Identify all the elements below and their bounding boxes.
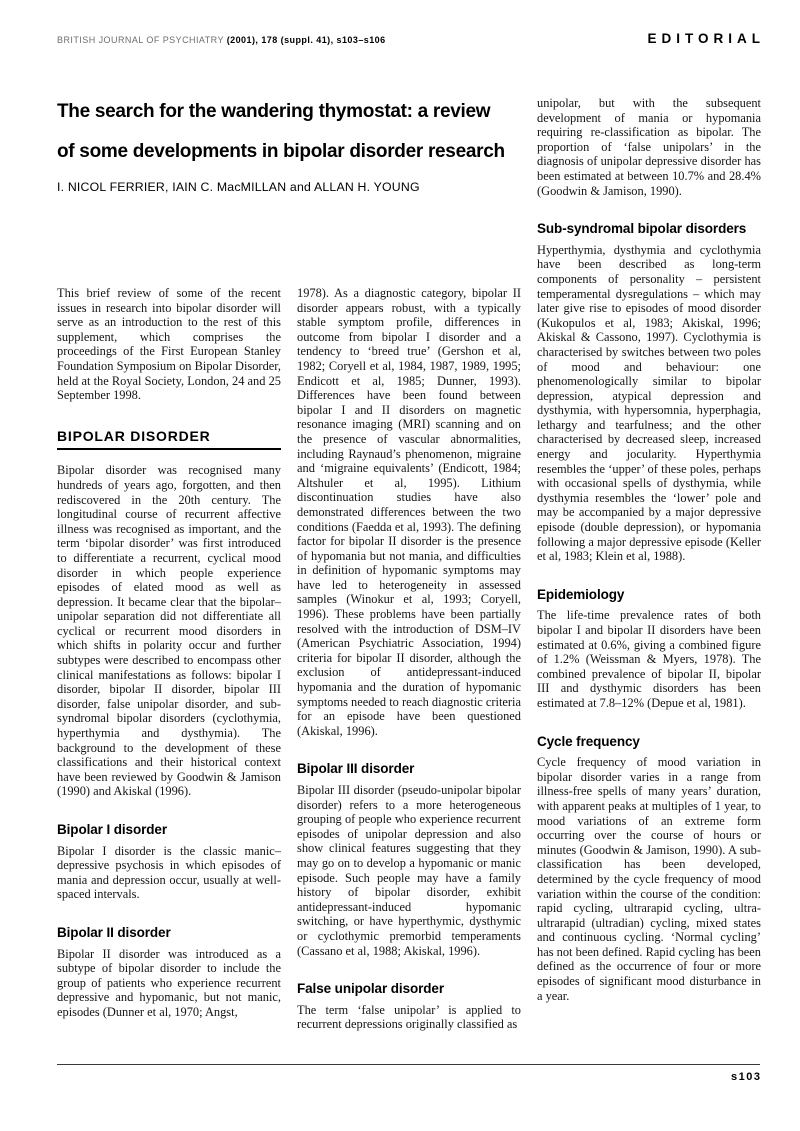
paragraph-sub-syndromal: Hyperthymia, dysthymia and cyclothymia have been described as long-term components of personality – persistent temperamental dysregulations – which may later give rise to episodes of mood disorder (Kukopulos et al, 1983; Akiskal, 1996; Akiskal & Cassono, 1997). Cyclothymia is characterised by switches between two poles of mood and behaviour: one phenomenologically similar to bipolar depression, atypical depression and dysthymia, with hypersomnia, hyperphagia, lethargy and tearfulness; and the other characterised by decreased sleep, increased energy and jocularity. Hyperthymia resembles the ‘upper’ of these poles, perhaps with occasional spells of dysthymia, while dysthymia resembles the ‘lower’ pole and may be accompanied by a major depressive episode (double depression), or hypomania following a major depressive episode (Keller et al, 1983; Klein et al, 1988). <box>537 242 761 564</box>
running-header <box>57 31 765 46</box>
section-label: EDITORIAL <box>647 31 765 46</box>
journal-name: BRITISH JOURNAL OF PSYCHIATRY <box>57 35 224 45</box>
paragraph-cycle-frequency: Cycle frequency of mood variation in bipolar disorder varies in a range from illness-free spells of many years’ duration, with apparent peaks at multiples of 1 year, to mood variations of an extreme form occurring over the course of hours or minutes (Goodwin & Jamison, 1990). A sub-classification has been developed, determined by the cycle frequency of mood variation within the course of the condition: rapid cycling, ultrarapid cycling, ultra-ultrarapid (ultradian) cycling, mixed states and continuous cycling. ‘Normal cycling’ has not been defined. Rapid cycling has been defined as the occurrence of four or more episodes of significant mood disturbance in a year. <box>537 755 761 1003</box>
paragraph-false-unipolar: The term ‘false unipolar’ is applied to recurrent depressions originally classified as <box>297 1002 521 1032</box>
article-title-line-2: of some developments in bipolar disorder research <box>57 141 505 162</box>
paragraph-bipolar-ii-continued: 1978). As a diagnostic category, bipolar II disorder appears robust, with a typically stable symptom profile, differences in outcome from bipolar I disorder and a tendency to ‘breed true’ (Gershon et al, 1982; Coryell et al, 1984, 1987, 1989, 1995; Endicott et al, 1985; Dunner, 1993). Differences have been found between bipolar I and II disorders on magnetic resonance imaging (MRI) scanning and on the presence of vascular abnormalities, including Raynaud’s phenomenon, migraine and ‘migraine equivalents’ (Endicott, 1984; Altshuler et al, 1995). Lithium discontinuation studies have also demonstrated differences between the two conditions (Faedda et al, 1993). The defining factor for bipolar II disorder is the presence of hypomania but not mania, and difficulties in definition of hypomanic symptoms may have led to heterogeneity in assessed samples (Winokur et al, 1993; Coryell, 1996). These problems have been partially resolved with the introduction of DSM–IV (American Psychiatric Association, 1994) criteria for bipolar II disorder, although the exclusion of antidepressant-induced hypomania and the duration of hypomanic symptoms needed to reach diagnostic criteria for an episode have been questioned (Akiskal, 1996). <box>297 286 521 738</box>
article-title-line-1: The search for the wandering thymostat: a review <box>57 101 491 122</box>
paragraph-false-unipolar-continued: unipolar, but with the subsequent development of mania or hypomania requiring re-classification as bipolar. The proportion of ‘false unipolars’ in the diagnosis of unipolar depressive disorder has been estimated at between 10.7% and 28.4% (Goodwin & Jamison, 1990). <box>537 96 761 198</box>
subheading-epidemiology: Epidemiology <box>537 586 625 602</box>
authors-line: I. NICOL FERRIER, IAIN C. MacMILLAN and ALLAN H. YOUNG <box>57 180 420 194</box>
subheading-bipolar-i-disorder: Bipolar I disorder <box>57 822 167 837</box>
paragraph-bipolar-ii: Bipolar II disorder was introduced as a subtype of bipolar disorder to include the group of patients who experience recurrent depressive and hypomanic, but not manic, episodes (Dunner et al, 1970; Angst, <box>57 946 281 1019</box>
section-heading-bipolar-disorder: BIPOLAR DISORDER <box>57 429 281 451</box>
subheading-sub-syndromal: Sub-syndromal bipolar disorders <box>537 221 747 237</box>
subheading-false-unipolar-disorder: False unipolar disorder <box>297 981 444 997</box>
paragraph-bipolar-disorder: Bipolar disorder was recognised many hundreds of years ago, forgotten, and then rediscovered in the 20th century. The longitudinal course of recurrent affective illness was recognised as important, and the term ‘bipolar disorder’ was first introduced to differentiate a recurrent, cyclical mood disorder in which people experience episodes of elated mood as well as depression. It became clear that the bipolar–unipolar separation did not differentiate all cyclical or recurrent mood disorders in which shifts in polarity occur and further subtypes were described to encompass other clinical manifestations as follows: bipolar I disorder, bipolar II disorder, bipolar III disorder, false unipolar disorder, and sub-syndromal bipolar disorders (cyclothymia, hyperthymia and dysthymia). The background to the development of these classifications and their historical context have been reviewed by Goodwin & Jamison (1990) and Akiskal (1996). <box>57 463 281 799</box>
article-title-block <box>57 92 535 194</box>
paragraph-bipolar-i: Bipolar I disorder is the classic manic–depressive psychosis in which episodes of mania and depression occur, usually at well-spaced intervals. <box>57 843 281 902</box>
journal-issue-info: (2001), 178 (suppl. 41), s103–s106 <box>226 35 386 45</box>
subheading-bipolar-iii-disorder: Bipolar III disorder <box>297 761 415 777</box>
subheading-cycle-frequency: Cycle frequency <box>537 733 640 749</box>
page-number: s103 <box>731 1071 762 1083</box>
footer-divider <box>57 1064 760 1065</box>
intro-paragraph: This brief review of some of the recent issues in research into bipolar disorder will serve as an introduction to the rest of this supplement, which comprises the proceedings of the First European Stanley Foundation Symposium on Bipolar Disorder, held at the Royal Society, London, 24 and 25 September 1998. <box>57 286 281 403</box>
column-left <box>57 286 281 1020</box>
journal-citation <box>57 35 386 45</box>
paragraph-bipolar-iii: Bipolar III disorder (pseudo-unipolar bipolar disorder) refers to a more heterogeneous grouping of people who experience recurrent episodes of unipolar depression and also show clinical features suggesting that they may go on to develop a hypomanic or manic episode. Such people may have a family history of bipolar disorder, exhibit antidepressant-induced hypomanic switching, or have hyperthymic, dysthymic or cyclothymic premorbid temperaments (Cassano et al, 1988; Akiskal, 1996). <box>297 783 521 958</box>
subheading-bipolar-ii-disorder: Bipolar II disorder <box>57 924 171 940</box>
paragraph-epidemiology: The life-time prevalence rates of both bipolar I and bipolar II disorders have been estimated at 0.6%, giving a combined figure of 1.2% (Weissman & Myers, 1978). The combined prevalence of bipolar II, bipolar III and dysthymic disorders has been estimated at 7.8–12% (Depue et al, 1981). <box>537 608 761 710</box>
column-middle <box>297 286 521 1032</box>
column-right <box>537 96 761 1003</box>
